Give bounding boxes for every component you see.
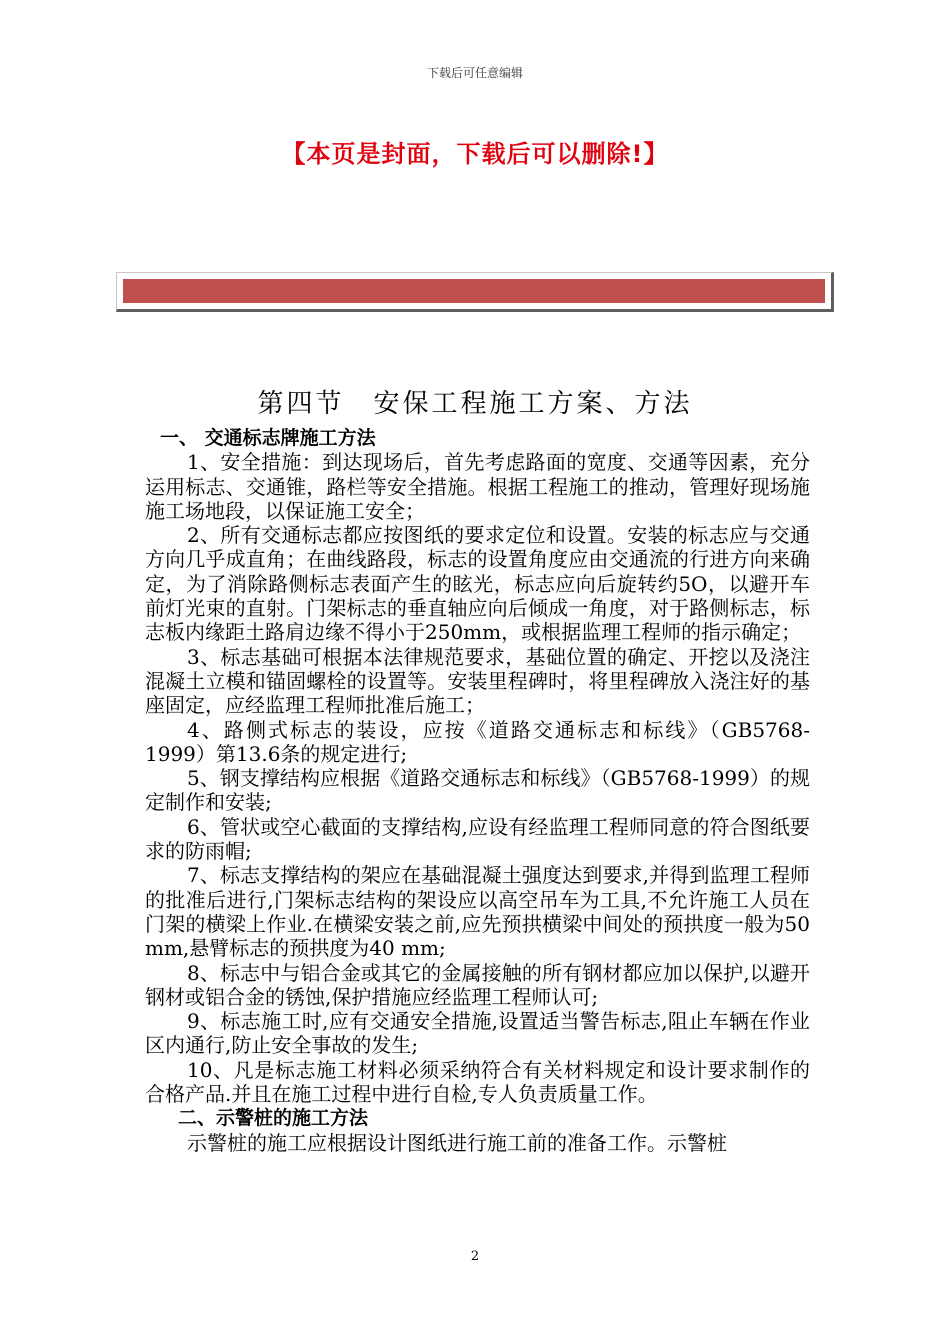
section-title: 第四节 安保工程施工方案、方法 <box>257 389 693 419</box>
paragraph: 3、标志基础可根据本法律规范要求，基础位置的确定、开挖以及浇注混凝土立模和锚固螺栓的设置等。安装里程碑时，将里程碑放入浇注好的基座固定，应经监理工程师批准后施工； <box>145 644 810 718</box>
paragraph: 9、标志施工时,应有交通安全措施,设置适当警告标志,阻止车辆在作业区内通行,防止安全事故的发生; <box>145 1009 810 1058</box>
heading-traffic-signs: 一、 交通标志牌施工方法 <box>160 427 376 449</box>
paragraph: 10、凡是标志施工材料必须采纳符合有关材料规定和设计要求制作的合格产品.并且在施工过程中进行自检,专人负责质量工作。 <box>145 1057 810 1107</box>
paragraph: 1、安全措施：到达现场后，首先考虑路面的宽度、交通等因素，充分运用标志、交通锥，路栏等安全措施。根据工程施工的推动，管理好现场施施工场地段，以保证施工安全； <box>145 450 810 523</box>
paragraph: 4、路侧式标志的装设，应按《道路交通标志和标线》（GB5768-1999）第13.6条的规定进行; <box>145 717 810 766</box>
paragraph: 8、标志中与铝合金或其它的金属接触的所有钢材都应加以保护,以避开钢材或铝合金的锈蚀,保护措施应经监理工程师认可; <box>145 960 810 1009</box>
header-note: 下载后可任意编辑 <box>426 66 523 80</box>
paragraph: 7、标志支撑结构的架应在基础混凝土强度达到要求,并得到监理工程师的批准后进行,门架标志结构的架设应以高空吊车为工具,不允许施工人员在门架的横梁上作业.在横梁安装之前,应先预拱横梁中间处的预拱度一般为50 mm,悬臂标志的预拱度为40 mm; <box>145 863 810 961</box>
paragraph: 6、管状或空心截面的支撑结构,应设有经监理工程师同意的符合图纸要求的防雨帽; <box>145 814 810 864</box>
document-body <box>145 426 810 1155</box>
banner-bar <box>123 279 825 303</box>
paragraph: 示警桩的施工应根据设计图纸进行施工前的准备工作。示警桩 <box>187 1130 727 1155</box>
cover-notice: 【本页是封面，下载后可以删除!】 <box>281 140 669 168</box>
page-number: 2 <box>470 1249 480 1264</box>
paragraph: 5、钢支撑结构应根据《道路交通标志和标线》（GB5768-1999）的规定制作和安装; <box>145 766 810 815</box>
heading-warning-posts: 二、示警桩的施工方法 <box>178 1107 369 1130</box>
paragraph: 2、所有交通标志都应按图纸的要求定位和设置。安装的标志应与交通方向几乎成直角；在曲线路段，标志的设置角度应由交通流的行进方向来确定，为了消除路侧标志表面产生的眩光，标志应向后旋转约5O，以避开车前灯光束的直射。门架标志的垂直轴应向后倾成一角度，对于路侧标志，标志板内缘距土路肩边缘不得小于250mm，或根据监理工程师的指示确定； <box>145 523 810 645</box>
decorative-banner <box>116 272 834 312</box>
